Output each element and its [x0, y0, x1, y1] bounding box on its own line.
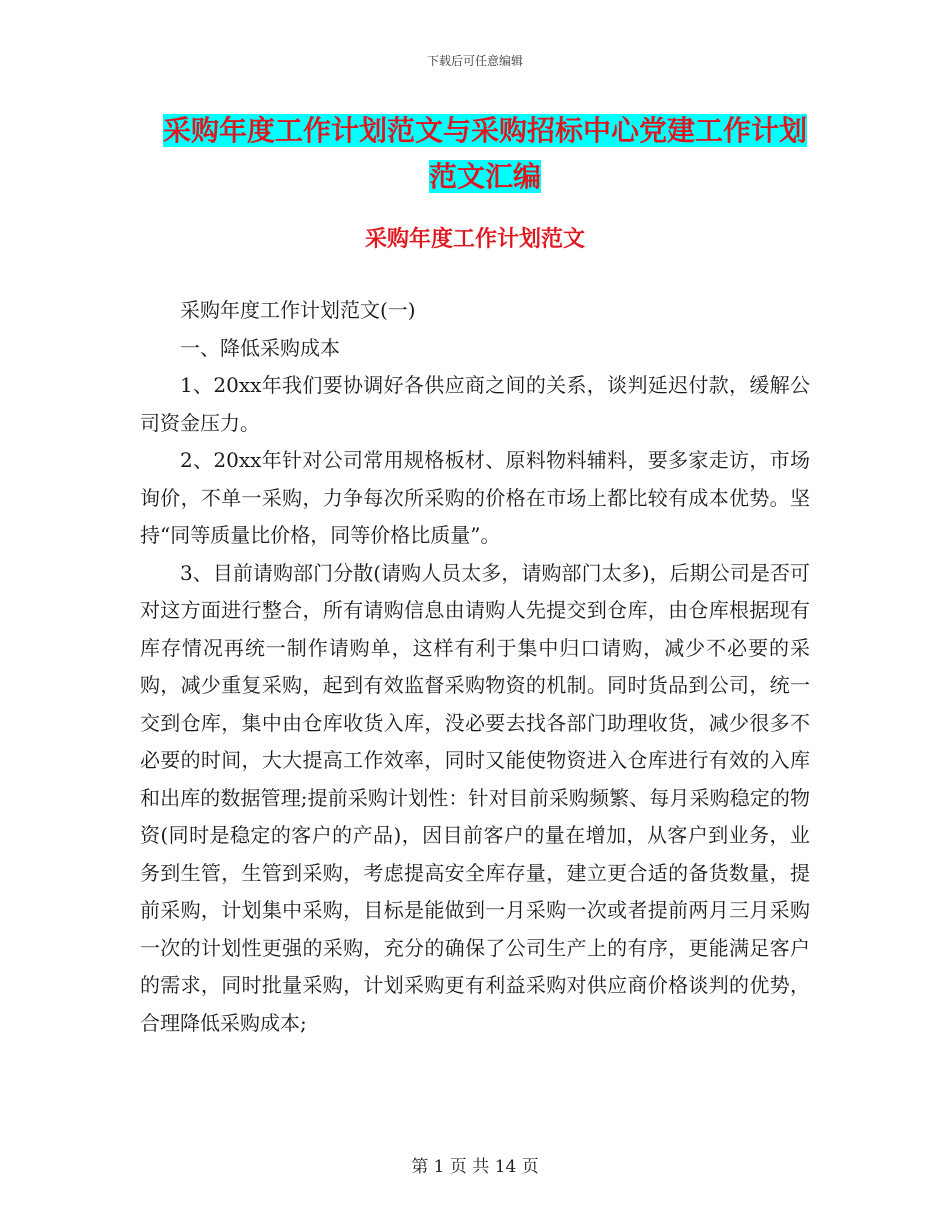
header-note: 下载后可任意编辑: [426, 54, 523, 68]
paragraph-item-2: 2、20xx年针对公司常用规格板材、原料物料辅料，要多家走访，市场询价，不单一采购，力争每次所采购的价格在市场上都比较有成本优势。坚持“同等质量比价格，同等价格比质量”。: [140, 448, 810, 547]
page-footer: 第 1 页 共 14 页: [411, 1157, 539, 1177]
document-title-line1: 采购年度工作计划范文与采购招标中心党建工作计划: [162, 114, 807, 147]
document-title: [140, 108, 830, 200]
paragraph-item-1: 1、20xx年我们要协调好各供应商之间的关系，谈判延迟付款，缓解公司资金压力。: [140, 373, 810, 435]
section-title: 采购年度工作计划范文: [364, 227, 585, 252]
paragraph-item-3: 3、目前请购部门分散(请购人员太多，请购部门太多)，后期公司是否可对这方面进行整合，所有请购信息由请购人先提交到仓库，由仓库根据现有库存情况再统一制作请购单，这样有利于集中归口请购，减少不必要的采购，减少重复采购，起到有效监督采购物资的机制。同时货品到公司，统一交到仓库，集中由仓库收货入库，没必要去找各部门助理收货，减少很多不必要的时间，大大提高工作效率，同时又能使物资进入仓库进行有效的入库和出库的数据管理;提前采购计划性：针对目前采购频繁、每月采购稳定的物资(同时是稳定的客户的产品)，因目前客户的量在增加，从客户到业务，业务到生管，生管到采购，考虑提高安全库存量，建立更合适的备货数量，提前采购，计划集中采购，目标是能做到一月采购一次或者提前两月三月采购一次的计划性更强的采购，充分的确保了公司生产上的有序，更能满足客户的需求，同时批量采购，计划采购更有利益采购对供应商价格谈判的优势，合理降低采购成本;: [140, 560, 810, 1035]
body-text: [140, 292, 810, 1042]
paragraph-heading: 一、降低采购成本: [180, 335, 340, 360]
document-title-line2: 范文汇编: [428, 160, 541, 193]
paragraph-subtitle: 采购年度工作计划范文(一): [180, 298, 416, 322]
